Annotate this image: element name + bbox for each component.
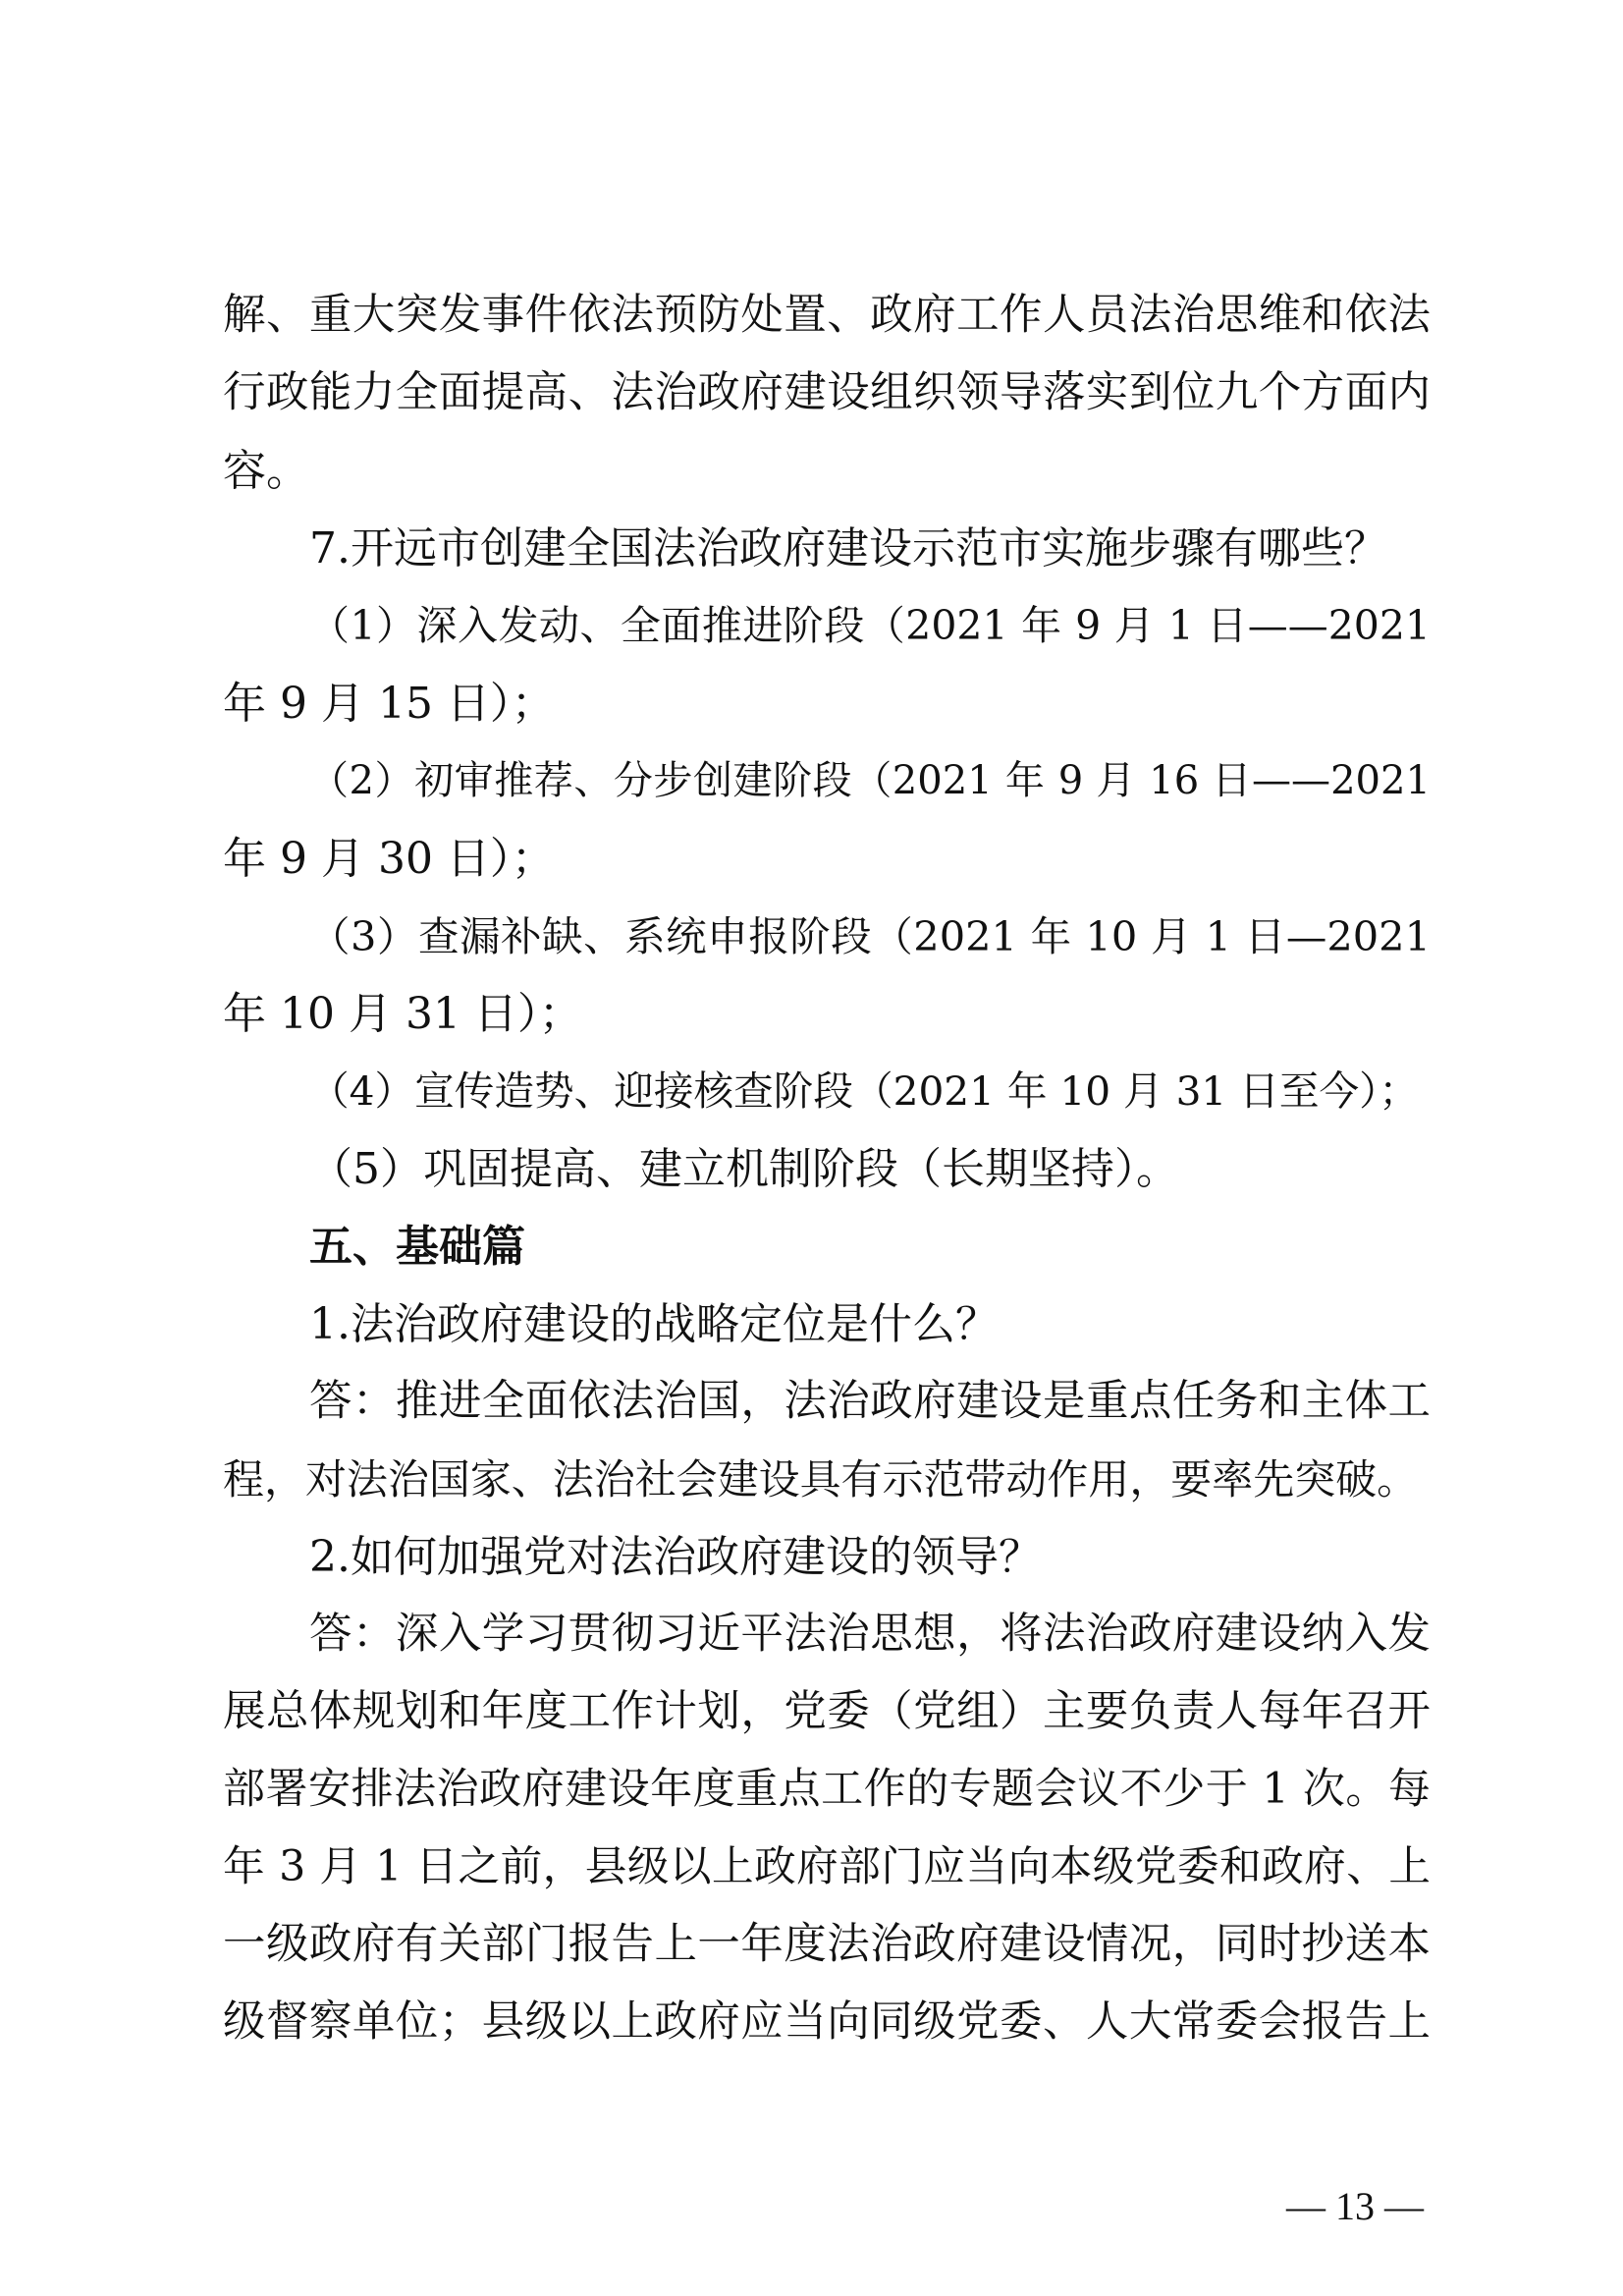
text-line: 解、重大突发事件依法预防处置、政府工作人员法治思维和依法 [223,291,1431,340]
answer-line: 答：深入学习贯彻习近平法治思想，将法治政府建设纳入发 [309,1610,1431,1659]
question-line: 1.法治政府建设的战略定位是什么？ [309,1299,999,1349]
step-line: 年 9 月 15 日）； [223,679,555,729]
question-line: 7.开远市创建全国法治政府建设示范市实施步骤有哪些？ [309,523,1387,574]
section-heading: 五、基础篇 [309,1222,525,1272]
question-line: 2.如何加强党对法治政府建设的领导？ [309,1532,1042,1582]
step-line: 年 9 月 30 日）； [223,834,555,884]
step-line: （2）初审推荐、分步创建阶段（2021 年 9 月 16 日——2021 [309,758,1431,803]
step-line: 年 10 月 31 日）； [223,989,582,1039]
step-line: （4）宣传造势、迎接核查阶段（2021 年 10 月 31 日至今）； [309,1067,1419,1115]
answer-line: 部署安排法治政府建设年度重点工作的专题会议不少于 1 次。每 [223,1765,1431,1814]
answer-line: 级督察单位；县级以上政府应当向同级党委、人大常委会报告上 [223,1997,1431,2047]
answer-line: 年 3 月 1 日之前，县级以上政府部门应当向本级党委和政府、上 [223,1842,1431,1891]
page-number: — 13 — [1286,2184,1424,2228]
step-line: （3）查漏补缺、系统申报阶段（2021 年 10 月 1 日—2021 [309,912,1431,960]
body-text [223,277,1431,2061]
answer-line: 答：推进全面依法治国，法治政府建设是重点任务和主体工 [309,1377,1431,1426]
text-line: 行政能力全面提高、法治政府建设组织领导落实到位九个方面内 [223,368,1431,417]
step-line: （1）深入发动、全面推进阶段（2021 年 9 月 1 日——2021 [309,602,1431,649]
step-line: （5）巩固提高、建立机制阶段（长期坚持）。 [309,1144,1179,1194]
answer-line: 一级政府有关部门报告上一年度法治政府建设情况，同时抄送本 [223,1920,1431,1969]
answer-line: 程，对法治国家、法治社会建设具有示范带动作用，要率先突破。 [223,1455,1419,1503]
text-line: 容。 [223,446,309,496]
answer-line: 展总体规划和年度工作计划，党委（党组）主要负责人每年召开 [223,1687,1431,1736]
